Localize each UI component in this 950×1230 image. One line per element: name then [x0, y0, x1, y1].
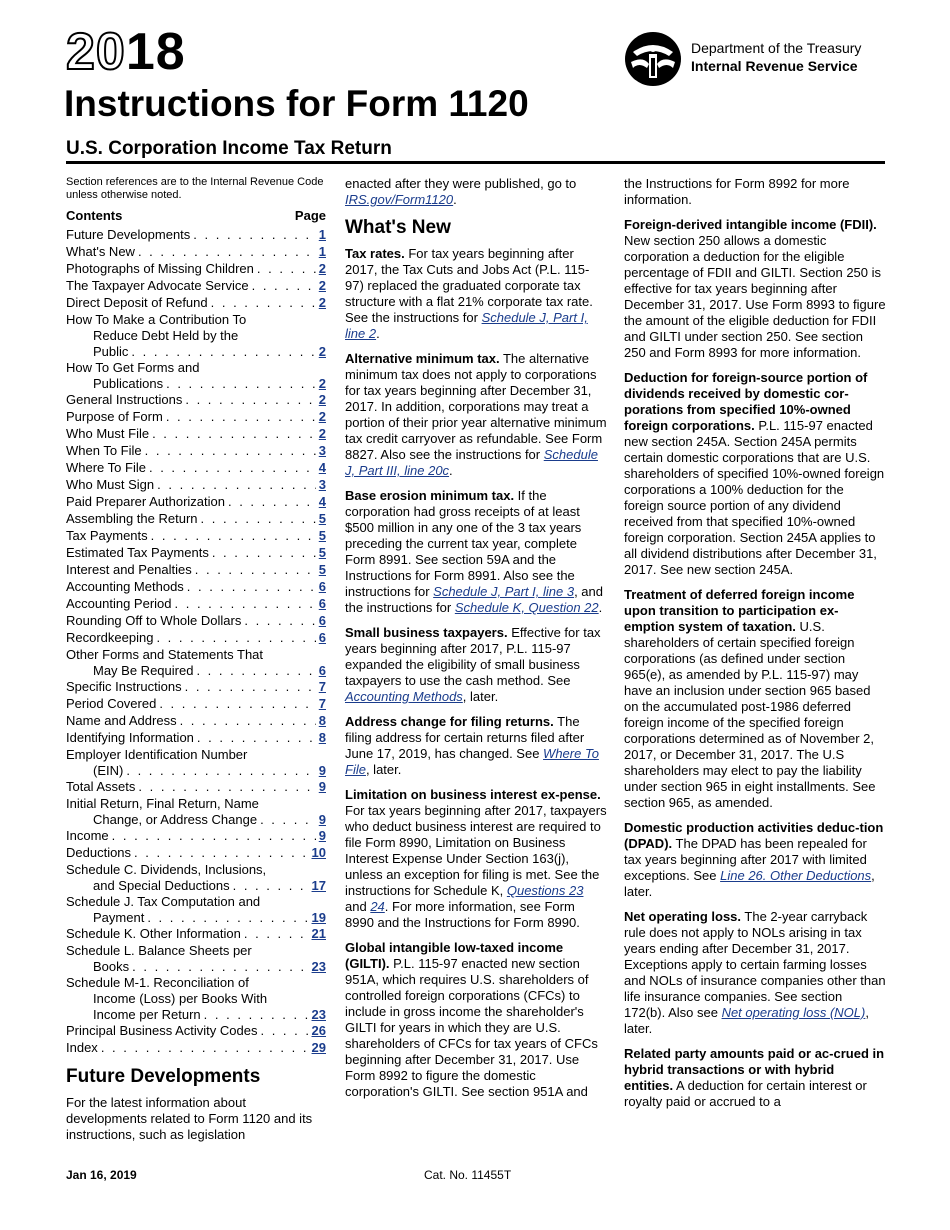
toc-page-link[interactable]: 2	[318, 295, 326, 310]
toc-page-link[interactable]: 2	[318, 392, 326, 407]
paragraph-text: If the corporation had gross receipts of at least $500 million in any one of the 3 tax years preceding the current tax year, complete Form 8991. See section 59A and the Instructions for Form 8991. Also see the instructions for	[345, 488, 582, 599]
toc-entry-continuation: Publications	[93, 376, 164, 391]
body-paragraph	[624, 909, 886, 1037]
toc-leader-dots	[228, 494, 316, 510]
toc-entry-title: Income	[66, 828, 109, 843]
paragraph-text: P.L. 115-97 enacted new section 245A. Section 245A permits certain domestic corporations that are U.S. shareholders of specified 10%-owned foreign corporations a 100% deduction for the foreign source portion of any dividend received from that specified 10%-owned foreign corporation. Section 245A applies to all dividend distributions after December 31, 2017. See new section 245A.	[624, 418, 885, 577]
body-paragraph	[345, 940, 607, 1100]
toc-entry[interactable]	[66, 613, 326, 630]
toc-entry-title: Future Developments	[66, 227, 191, 242]
toc-entry-title: Estimated Tax Payments	[66, 545, 209, 560]
toc-entry[interactable]	[66, 360, 326, 392]
paragraph-text: A deduction for certain interest or royalty paid or accrued to a	[624, 1078, 867, 1109]
toc-leader-dots	[132, 959, 308, 975]
toc-entry-title: Name and Address	[66, 713, 177, 728]
toc-entry[interactable]	[66, 477, 326, 494]
toc-entry-last-line	[66, 812, 326, 828]
toc-entry[interactable]	[66, 392, 326, 409]
toc-entry-title: General Instructions	[66, 392, 183, 407]
toc-entry[interactable]	[66, 295, 326, 312]
toc-entry[interactable]	[66, 261, 326, 278]
body-paragraph	[345, 625, 607, 705]
irs-logo	[623, 30, 885, 88]
toc-entry-title: Total Assets	[66, 779, 136, 794]
toc-entry-title: Index	[66, 1040, 98, 1055]
toc-page-link[interactable]: 5	[318, 562, 326, 577]
toc-page-link[interactable]: 4	[318, 494, 326, 509]
toc-page-link[interactable]: 9	[318, 763, 326, 778]
toc-entry-continuation: Payment	[93, 910, 145, 925]
toc-entry-title: How To Make a Contribution To	[66, 312, 247, 327]
toc-leader-dots	[131, 344, 315, 360]
toc-entry-title: Recordkeeping	[66, 630, 154, 645]
toc-leader-dots	[193, 227, 315, 243]
toc-page-link[interactable]: 10	[311, 845, 326, 860]
toc-leader-dots	[195, 562, 316, 578]
body-paragraph	[624, 820, 886, 900]
toc-entry-title: Deductions	[66, 845, 132, 860]
toc-entry-title: Accounting Period	[66, 596, 172, 611]
toc-entry[interactable]	[66, 312, 326, 360]
toc-leader-dots	[126, 763, 315, 779]
toc-entry[interactable]	[66, 562, 326, 579]
toc-entry-continuation: May Be Required	[93, 663, 194, 678]
toc-leader-dots	[201, 511, 316, 527]
toc-entry-title: Period Covered	[66, 696, 157, 711]
body-paragraph	[624, 370, 886, 578]
toc-page-link[interactable]: 8	[318, 730, 326, 745]
paragraph-heading: Address change for filing returns.	[345, 714, 554, 729]
toc-entry[interactable]	[66, 926, 326, 943]
paragraph-text: , later.	[462, 689, 499, 704]
toc-leader-dots	[233, 878, 309, 894]
toc-entry-title: What's New	[66, 244, 135, 259]
toc-entry[interactable]	[66, 494, 326, 511]
paragraph-text: .	[449, 463, 453, 478]
toc-page-link[interactable]: 2	[318, 278, 326, 293]
toc-entry-continuation: Public	[93, 344, 129, 359]
paragraph-text: The filing address for certain returns filed after June 17, 2019, has changed. See	[345, 714, 585, 761]
paragraph-text: Effective for tax years beginning after 2017, P.L. 115-97 expanded the eligibility of small business taxpayers to use the cash method. See	[345, 625, 601, 688]
toc-leader-dots	[212, 545, 316, 561]
toc-entry-title: Purpose of Form	[66, 409, 163, 424]
toc-entry-title: Interest and Penalties	[66, 562, 192, 577]
column-1	[66, 176, 326, 1152]
toc-entry[interactable]	[66, 227, 326, 244]
toc-leader-dots	[159, 696, 315, 712]
toc-page-link[interactable]: 5	[318, 528, 326, 543]
toc-page-link[interactable]: 1	[318, 244, 326, 259]
toc-page-link[interactable]: 6	[318, 596, 326, 611]
body-paragraph	[345, 246, 607, 342]
toc-leader-dots	[149, 460, 316, 476]
toc-page-link[interactable]: 7	[318, 679, 326, 694]
toc-entry[interactable]	[66, 1040, 326, 1057]
toc-entry[interactable]	[66, 713, 326, 730]
toc-leader-dots	[152, 426, 316, 442]
revision-date: Jan 16, 2019	[66, 1168, 137, 1182]
whats-new-paragraphs	[345, 246, 607, 1100]
dept-line-1: Department of the Treasury	[691, 40, 862, 56]
body-paragraph	[624, 587, 886, 811]
toc-entry[interactable]	[66, 943, 326, 975]
toc-page-link[interactable]: 21	[311, 926, 326, 941]
toc-entry[interactable]	[66, 426, 326, 443]
paragraph-heading: Deduction for foreign-source portion of dividends received by domestic cor-porations from specified 10%-owned foreign corporations.	[624, 370, 868, 433]
eagle-seal-icon	[623, 30, 683, 88]
body-paragraph	[345, 714, 607, 778]
paragraph-text: U.S. shareholders of certain specified foreign corporations (as defined under section 965(e), as amended by P.L. 115-97) may have an inclusion under section 965 based on the accumulated post-1986 deferred foreign income of the specified foreign corporations determined as of November 2, 2017, or December 31, 2017. The U.S shareholders may elect to pay the liability under section 965 in eight installments. See section 965, as amended.	[624, 619, 876, 810]
toc-page-link[interactable]: 5	[318, 545, 326, 560]
toc-entry-title: Schedule J. Tax Computation and	[66, 894, 261, 909]
toc-page-link[interactable]: 6	[318, 630, 326, 645]
toc-entry[interactable]	[66, 596, 326, 613]
form1120-link[interactable]: IRS.gov/Form1120	[345, 192, 454, 207]
toc-page-link[interactable]: 2	[318, 426, 326, 441]
cross-reference-link[interactable]: Net operating loss (NOL)	[721, 1005, 866, 1020]
toc-entry[interactable]	[66, 730, 326, 747]
toc-page-link[interactable]: 6	[318, 579, 326, 594]
toc-leader-dots	[180, 713, 316, 729]
paragraph-heading: Treatment of deferred foreign income upon transition to participation ex-emption system of taxation.	[624, 587, 855, 634]
catalog-number: Cat. No. 11455T	[424, 1168, 512, 1182]
toc-page-link[interactable]: 23	[311, 959, 326, 974]
paragraph-heading: Foreign-derived intangible income (FDII).	[624, 217, 877, 232]
toc-page-link[interactable]: 2	[318, 261, 326, 276]
toc-entry-title: Identifying Information	[66, 730, 194, 745]
body-paragraph	[624, 1046, 886, 1110]
cross-reference-link[interactable]: Questions 23	[506, 883, 584, 898]
future-developments-text: For the latest information about developments related to Form 1120 and its instructions, such as legislation	[66, 1095, 313, 1142]
paragraph-text: New section 250 allows a domestic corporation a deduction for the eligible percentage of FDII and GILTI. Section 250 is effective for tax years beginning after December 31, 2017. Use Form 8993 to figure the amount of the eligible deduction for FDII and GILTI under section 250. See section 250 and Form 8993 for more information.	[624, 233, 886, 360]
paragraph-text: For tax years beginning after 2017, the Tax Cuts and Jobs Act (P.L. 115-97) replaced the graduated corporate tax structure with a flat 21% corporate tax rate. See the instructions for	[345, 246, 593, 325]
toc-entry-last-line	[66, 959, 326, 975]
future-developments-heading: Future Developments	[66, 1066, 261, 1087]
toc-page-link[interactable]: 9	[318, 828, 326, 843]
toc-leader-dots	[138, 779, 315, 795]
toc-entry[interactable]	[66, 630, 326, 647]
toc-entry-last-line	[66, 1007, 326, 1023]
toc-page-link[interactable]: 5	[318, 511, 326, 526]
toc-entry-title: Where To File	[66, 460, 146, 475]
cross-reference-link[interactable]: Schedule J, Part I, line 3	[433, 584, 575, 599]
paragraph-text: , and the instructions for	[345, 584, 603, 615]
toc-entry[interactable]	[66, 409, 326, 426]
cross-reference-link[interactable]: Schedule J, Part I, line 2	[345, 310, 588, 341]
toc-leader-dots	[166, 376, 316, 392]
paragraph-text: the Instructions for Form 8992 for more information.	[624, 176, 850, 207]
table-of-contents	[66, 227, 326, 1057]
toc-leader-dots	[185, 679, 316, 695]
paragraph-text: The alternative minimum tax does not apply to corporations for tax years beginning after December 31, 2017. In addition, corporations may treat a portion of their prior year alternative minimum tax credit carryover as refundable. See Form 8827. Also see the instructions for	[345, 351, 607, 462]
continued-paragraph: enacted after they were published, go to IRS.gov/Form1120.	[345, 176, 577, 207]
toc-entry-title: Principal Business Activity Codes	[66, 1023, 258, 1038]
toc-entry-title: Schedule C. Dividends, Inclusions,	[66, 862, 267, 877]
toc-leader-dots	[112, 828, 316, 844]
toc-entry-last-line	[66, 878, 326, 894]
toc-entry-title: Schedule K. Other Information	[66, 926, 241, 941]
toc-entry-continuation: Change, or Address Change	[93, 812, 258, 827]
toc-entry[interactable]	[66, 845, 326, 862]
toc-entry-title: Schedule M-1. Reconciliation of	[66, 975, 249, 990]
toc-leader-dots	[244, 926, 309, 942]
toc-leader-dots	[204, 1007, 309, 1023]
cross-reference-link[interactable]: Line 26. Other Deductions	[720, 868, 872, 883]
toc-leader-dots	[197, 730, 316, 746]
toc-page-link[interactable]: 3	[318, 477, 326, 492]
toc-leader-dots	[145, 443, 316, 459]
toc-page-link[interactable]: 23	[311, 1007, 326, 1022]
toc-entry[interactable]	[66, 244, 326, 261]
toc-entry-title: Direct Deposit of Refund	[66, 295, 208, 310]
toc-entry-title: Accounting Methods	[66, 579, 184, 594]
paragraph-heading: Global intangible low-taxed income (GILTI).	[345, 940, 564, 971]
toc-page-link[interactable]: 9	[318, 779, 326, 794]
paragraph-text: and	[345, 899, 371, 914]
toc-entry[interactable]	[66, 679, 326, 696]
toc-entry[interactable]	[66, 545, 326, 562]
toc-entry-title: Who Must Sign	[66, 477, 155, 492]
cross-reference-link[interactable]: 24	[370, 899, 385, 914]
toc-entry-title: When To File	[66, 443, 142, 458]
toc-entry[interactable]	[66, 796, 326, 828]
toc-leader-dots	[175, 596, 316, 612]
toc-leader-dots	[134, 845, 308, 861]
toc-entry-title: Specific Instructions	[66, 679, 182, 694]
title-rule	[66, 161, 885, 164]
toc-leader-dots	[260, 812, 316, 828]
toc-leader-dots	[185, 392, 315, 408]
toc-page-link[interactable]: 2	[318, 376, 326, 391]
paragraph-text: The 2-year carryback rule does not apply to NOLs arising in tax years ending after December 31, 2017. Exceptions apply to certain farming losses and NOLs of insurance companies other than life insurance companies. See section 172(b). Also see	[624, 909, 886, 1020]
toc-entry[interactable]	[66, 511, 326, 528]
toc-leader-dots	[101, 1040, 309, 1056]
toc-entry-title: Initial Return, Final Return, Name	[66, 796, 259, 811]
body-paragraph	[624, 176, 886, 208]
toc-entry[interactable]	[66, 647, 326, 679]
body-paragraph	[624, 217, 886, 361]
toc-entry-title: Who Must File	[66, 426, 150, 441]
toc-entry[interactable]	[66, 696, 326, 713]
toc-leader-dots	[211, 295, 316, 311]
toc-page-link[interactable]: 9	[318, 812, 326, 827]
cross-reference-link[interactable]: Schedule K, Question 22	[454, 600, 599, 615]
toc-leader-dots	[196, 663, 315, 679]
toc-page-link[interactable]: 3	[318, 443, 326, 458]
toc-entry-title: Paid Preparer Authorization	[66, 494, 225, 509]
toc-page-link[interactable]: 6	[318, 613, 326, 628]
paragraph-text: The DPAD has been repealed for tax years beginning after 2017 with limited exceptions. See	[624, 836, 867, 883]
toc-leader-dots	[257, 261, 316, 277]
toc-entry[interactable]	[66, 862, 326, 894]
toc-entry-last-line	[66, 663, 326, 679]
paragraph-heading: Limitation on business interest ex-pense.	[345, 787, 601, 802]
toc-leader-dots	[166, 409, 316, 425]
toc-entry[interactable]	[66, 975, 326, 1023]
toc-page-link[interactable]: 2	[318, 409, 326, 424]
paragraph-text: , later.	[365, 762, 402, 777]
page-title: Instructions for Form 1120	[64, 83, 529, 124]
toc-page-link[interactable]: 26	[311, 1023, 326, 1038]
toc-entry-last-line	[66, 376, 326, 392]
form-year: 2018	[66, 23, 186, 81]
paragraph-text: , later.	[624, 868, 875, 899]
toc-contents-label: Contents	[66, 208, 123, 223]
toc-page-link[interactable]: 29	[311, 1040, 326, 1055]
toc-entry-continuation: Reduce Debt Held by the	[93, 328, 239, 343]
toc-entry[interactable]	[66, 579, 326, 596]
toc-entry-last-line	[66, 344, 326, 360]
paragraph-heading: Base erosion minimum tax.	[345, 488, 515, 503]
toc-entry[interactable]	[66, 828, 326, 845]
toc-page-link[interactable]: 2	[318, 344, 326, 359]
paragraph-heading: Alternative minimum tax.	[345, 351, 500, 366]
toc-entry-title: Employer Identification Number	[66, 747, 248, 762]
paragraph-text: .	[598, 600, 603, 615]
toc-entry[interactable]	[66, 443, 326, 460]
cross-reference-link[interactable]: Where To File	[345, 746, 599, 777]
toc-entry[interactable]	[66, 894, 326, 926]
column-3	[624, 176, 886, 1119]
toc-leader-dots	[252, 278, 316, 294]
section-reference-note: Section references are to the Internal Revenue Code unless otherwise noted.	[66, 176, 324, 201]
page-subtitle: U.S. Corporation Income Tax Return	[66, 138, 392, 159]
body-paragraph	[345, 787, 607, 931]
toc-entry[interactable]	[66, 460, 326, 477]
body-paragraph	[345, 351, 607, 479]
toc-entry[interactable]	[66, 1023, 326, 1040]
cross-reference-link[interactable]: Schedule J, Part III, line 20c	[345, 447, 598, 478]
paragraph-text: P.L. 115-97 enacted new section 951A, which requires U.S. shareholders of controlled foreign corporations (CFCs) to include in gross income the shareholder's GILTI for years in which they are U.S. shareholders of CFCs for tax years of CFCs beginning after December 31, 2017. Use Form 8992 to figure the domestic corporation's GILTI. See section 951A and	[345, 956, 598, 1099]
toc-entry-continuation: (EIN)	[93, 763, 124, 778]
toc-header	[66, 208, 326, 224]
toc-entry-title: Schedule L. Balance Sheets per	[66, 943, 252, 958]
toc-page-link[interactable]: 4	[318, 460, 326, 475]
toc-leader-dots	[187, 579, 316, 595]
toc-page-label: Page	[294, 208, 326, 223]
toc-page-link[interactable]: 7	[318, 696, 326, 711]
toc-page-link[interactable]: 19	[311, 910, 326, 925]
toc-entry-title: Rounding Off to Whole Dollars	[66, 613, 242, 628]
paragraph-text: . For more information, see Form 8990 and the Instructions for Form 8990.	[345, 899, 580, 930]
toc-entry[interactable]	[66, 528, 326, 545]
toc-entry-continuation: Income (Loss) per Books With	[93, 991, 268, 1006]
toc-entry[interactable]	[66, 779, 326, 796]
body-paragraph	[345, 488, 607, 616]
toc-leader-dots	[138, 244, 316, 260]
toc-entry-title: Other Forms and Statements That	[66, 647, 264, 662]
toc-page-link[interactable]: 1	[318, 227, 326, 242]
paragraph-heading: Small business taxpayers.	[345, 625, 508, 640]
paragraph-text: For tax years beginning after 2017, taxpayers who deduct business interest are required to file Form 8990, Limitation on Business Interest Expense Under Section 163(j), unless an exception for filing is met. See the instructions for Schedule K,	[345, 803, 607, 898]
toc-entry-title: How To Get Forms and	[66, 360, 200, 375]
column-2	[345, 176, 607, 1109]
toc-leader-dots	[147, 910, 308, 926]
whats-new-heading: What's New	[345, 217, 451, 238]
cross-reference-link[interactable]: Accounting Methods	[345, 689, 463, 704]
paragraph-heading: Domestic production activities deduc-tion (DPAD).	[624, 820, 884, 851]
toc-leader-dots	[151, 528, 316, 544]
paragraph-text: .	[376, 326, 380, 341]
paragraph-heading: Related party amounts paid or ac-crued in hybrid transactions or with hybrid entities.	[624, 1046, 885, 1093]
toc-entry-title: Photographs of Missing Children	[66, 261, 254, 276]
toc-entry-continuation: Income per Return	[93, 1007, 201, 1022]
toc-entry-title: Assembling the Return	[66, 511, 198, 526]
toc-entry-last-line	[66, 763, 326, 779]
toc-leader-dots	[157, 477, 316, 493]
toc-entry-last-line	[66, 910, 326, 926]
dept-line-2: Internal Revenue Service	[691, 58, 858, 74]
toc-entry-continuation: Books	[93, 959, 130, 974]
toc-leader-dots	[156, 630, 315, 646]
toc-page-link[interactable]: 8	[318, 713, 326, 728]
toc-leader-dots	[260, 1023, 308, 1039]
toc-leader-dots	[244, 613, 315, 629]
paragraph-heading: Net operating loss.	[624, 909, 742, 924]
toc-entry-title: Tax Payments	[66, 528, 148, 543]
toc-entry-title: The Taxpayer Advocate Service	[66, 278, 249, 293]
toc-entry-continuation: and Special Deductions	[93, 878, 230, 893]
toc-entry[interactable]	[66, 747, 326, 779]
toc-page-link[interactable]: 6	[318, 663, 326, 678]
column-3-paragraphs	[624, 176, 886, 1110]
paragraph-heading: Tax rates.	[345, 246, 405, 261]
toc-entry[interactable]	[66, 278, 326, 295]
toc-page-link[interactable]: 17	[311, 878, 326, 893]
paragraph-text: , later.	[624, 1005, 869, 1036]
